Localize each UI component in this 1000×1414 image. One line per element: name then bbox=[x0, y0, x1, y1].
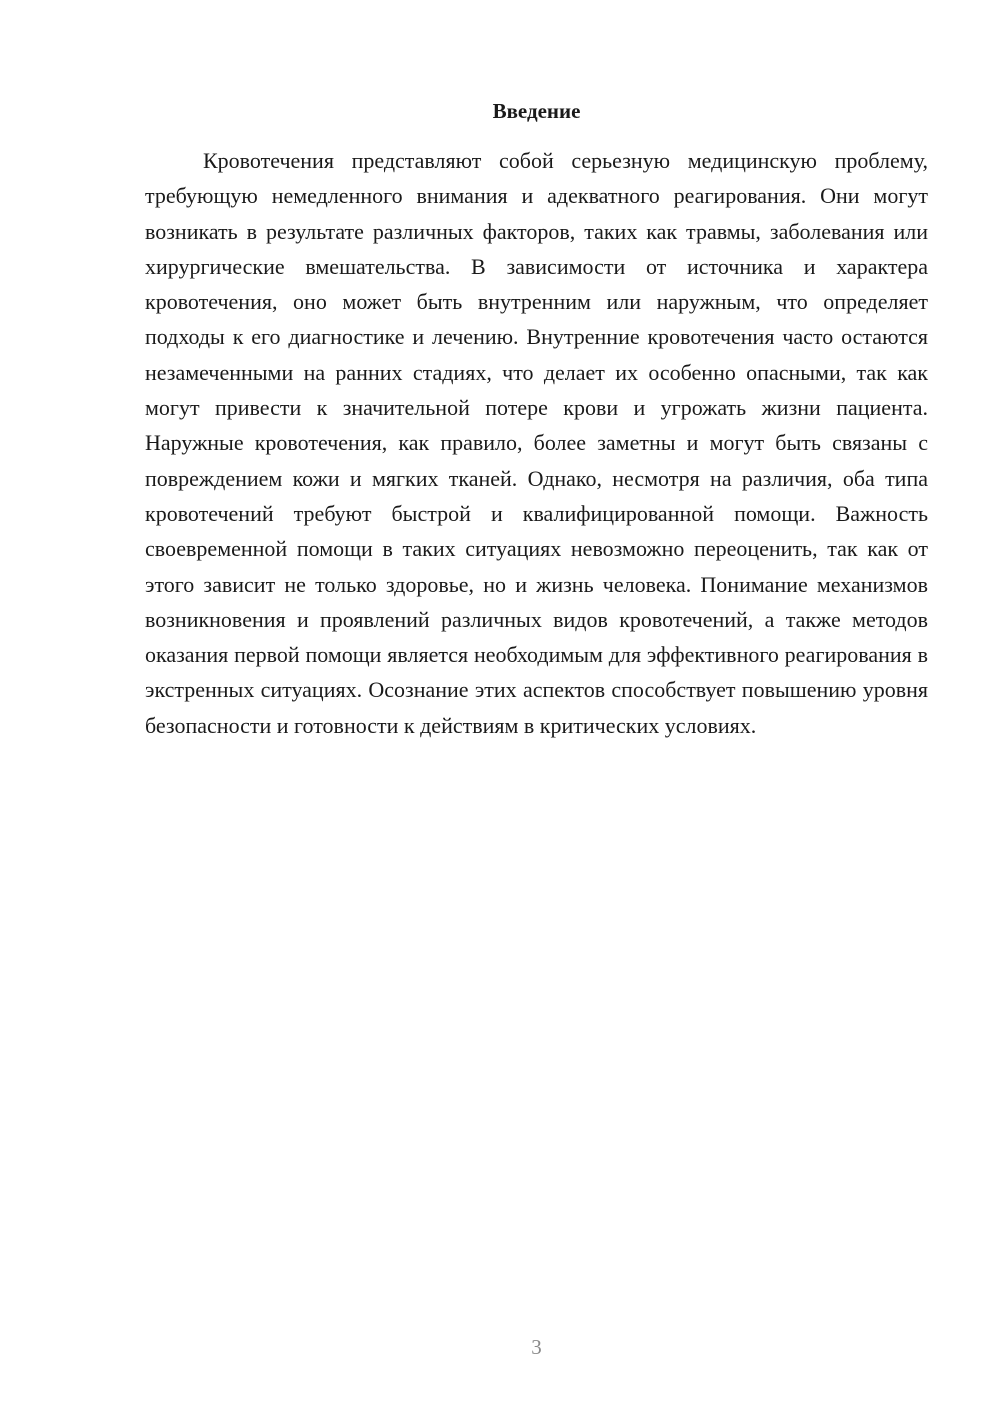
intro-paragraph: Кровотечения представляют собой серьезную медицинскую проблему, требующую немедленного внимания и адекватного реагирования. Они могут возникать в результате различных факторов, таких как травмы, заболевания или хирургические вмешательства. В зависимости от источника и характера кровотечения, оно может быть внутренним или наружным, что определяет подходы к его диагностике и лечению. Внутренние кровотечения часто остаются незамеченными на ранних стадиях, что делает их особенно опасными, так как могут привести к значительной потере крови и угрожать жизни пациента. Наружные кровотечения, как правило, более заметны и могут быть связаны с повреждением кожи и мягких тканей. Однако, несмотря на различия, оба типа кровотечений требуют быстрой и квалифицированной помощи. Важность своевременной помощи в таких ситуациях невозможно переоценить, так как от этого зависит не только здоровье, но и жизнь человека. Понимание механизмов возникновения и проявлений различных видов кровотечений, а также методов оказания первой помощи является необходимым для эффективного реагирования в экстренных ситуациях. Осознание этих аспектов способствует повышению уровня безопасности и готовности к действиям в критических условиях. bbox=[145, 148, 928, 738]
page-number: 3 bbox=[531, 1335, 542, 1359]
section-title: Введение bbox=[492, 99, 581, 123]
